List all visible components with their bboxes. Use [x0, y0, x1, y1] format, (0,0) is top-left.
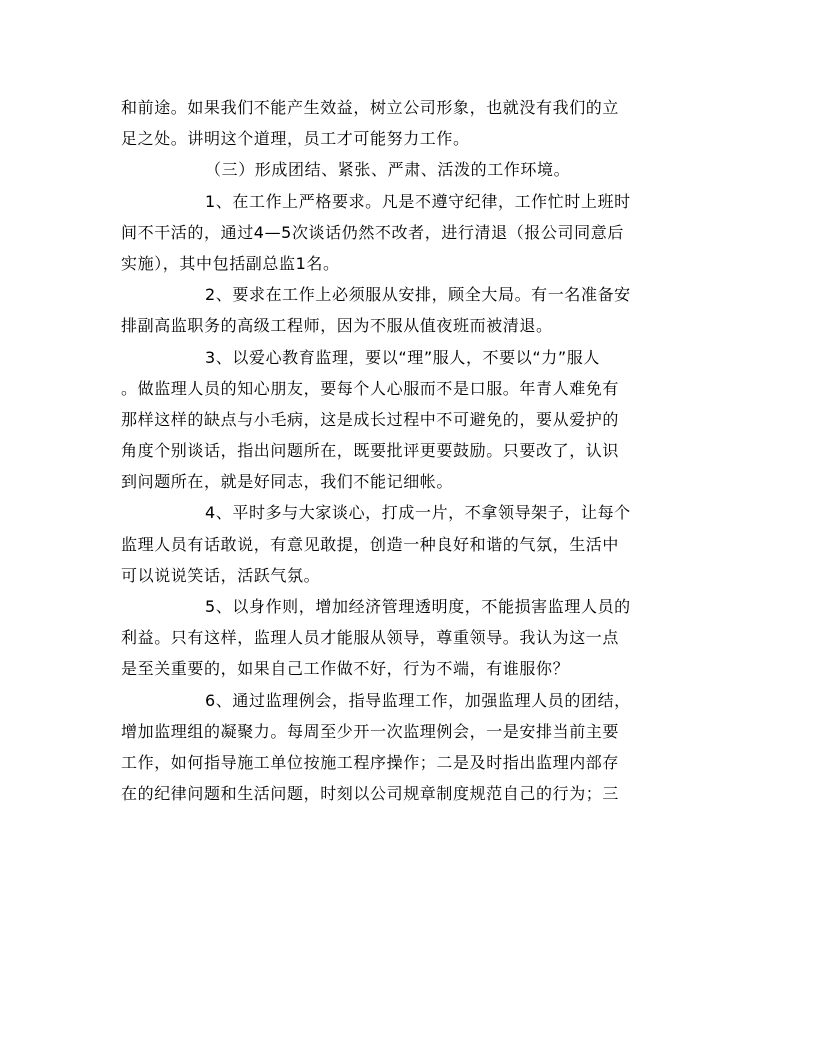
text-line: 那样这样的缺点与小毛病，这是成长过程中不可避免的，要从爱护的 [121, 409, 620, 429]
text-line: 排副高监职务的高级工程师，因为不服从值夜班而被清退。 [121, 316, 553, 336]
text-line: 工作，如何指导施工单位按施工程序操作；二是及时指出监理内部存 [121, 752, 620, 772]
text-line: 增加监理组的凝聚力。每周至少开一次监理例会，一是安排当前主要 [121, 721, 620, 741]
list-item-6-start: 6、通过监理例会，指导监理工作，加强监理人员的团结， [205, 690, 631, 710]
text-line: 。做监理人员的知心朋友，要每个人心服而不是口服。年青人难免有 [121, 378, 620, 398]
text-line: 可以说说笑话，活跃气氛。 [121, 565, 321, 585]
text-line: 和前途。如果我们不能产生效益，树立公司形象，也就没有我们的立 [121, 98, 620, 117]
list-item-5-start: 5、以身作则，增加经济管理透明度，不能损害监理人员的 [205, 597, 631, 616]
list-item-2-start: 2、要求在工作上必须服从安排，顾全大局。有一名准备安 [205, 285, 631, 305]
list-item-4-start: 4、平时多与大家谈心，打成一片，不拿领导架子，让每个 [205, 503, 631, 523]
text-line: 角度个别谈话，指出问题所在，既要批评更要鼓励。只要改了，认识 [121, 441, 620, 461]
list-item-1-start: 1、在工作上严格要求。凡是不遵守纪律，工作忙时上班时 [205, 191, 631, 211]
text-line: 间不干活的，通过4—5次谈话仍然不改者，进行清退（报公司同意后 [121, 222, 624, 242]
text-line: 到问题所在，就是好同志，我们不能记细帐。 [121, 472, 454, 492]
text-line: 实施），其中包括副总监1名。 [121, 253, 340, 273]
document-body [121, 92, 691, 809]
text-line: 足之处。讲明这个道理，员工才可能努力工作。 [121, 129, 470, 149]
text-line: 是至关重要的，如果自己工作做不好，行为不端，有谁服你？ [121, 659, 570, 679]
text-line: 监理人员有话敢说，有意见敢提，创造一种良好和谐的气氛，生活中 [121, 534, 620, 554]
text-line: 利益。只有这样，监理人员才能服从领导，尊重领导。我认为这一点 [121, 628, 620, 648]
section-heading: （三）形成团结、紧张、严肃、活泼的工作环境。 [205, 160, 571, 180]
list-item-3-start: 3、以爱心教育监理，要以“理”服人，不要以“力”服人 [205, 347, 600, 367]
text-line: 在的纪律问题和生活问题，时刻以公司规章制度规范自己的行为；三 [121, 784, 620, 804]
